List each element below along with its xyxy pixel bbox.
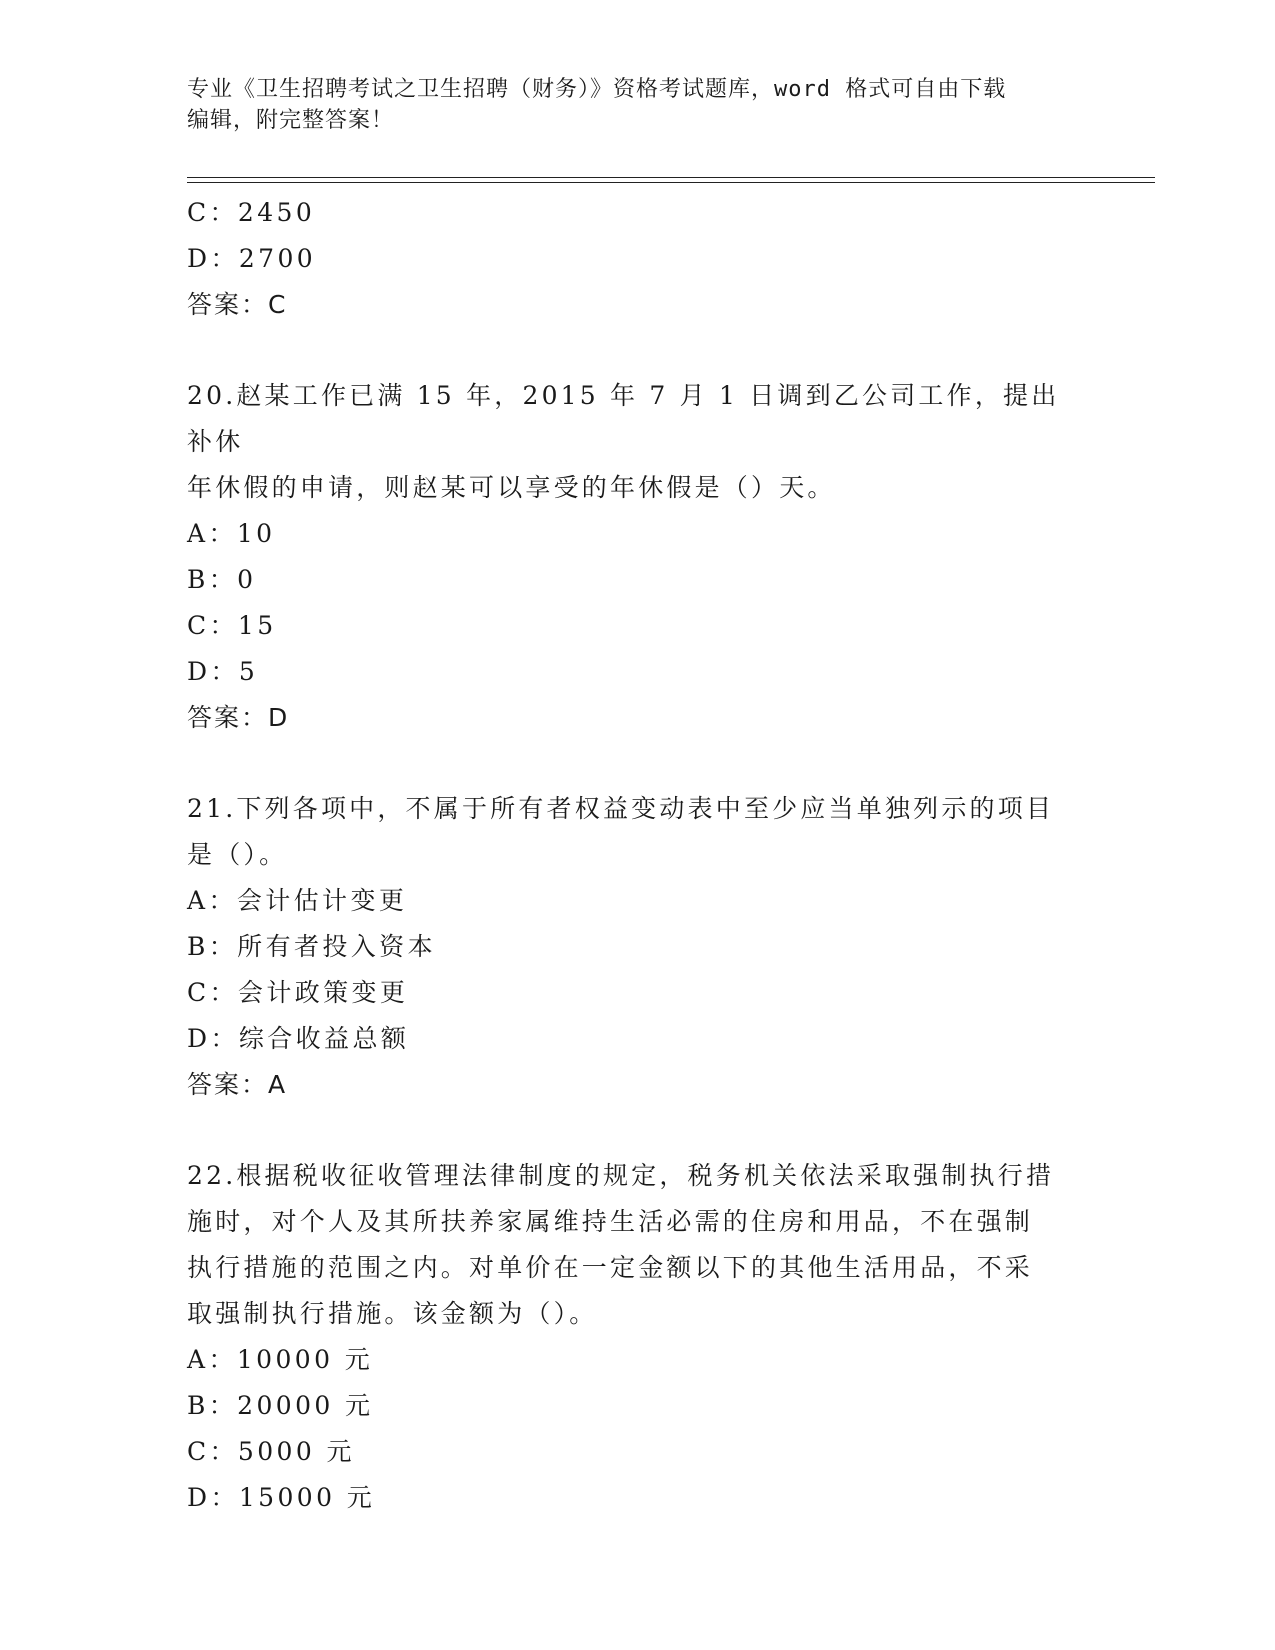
option-c: C：会计政策变更 [187, 978, 409, 1007]
option-c: C：15 [187, 611, 277, 640]
option-c: C：5000 元 [187, 1437, 355, 1466]
answer: 答案：D [187, 703, 290, 732]
option-d: D：15000 元 [187, 1483, 376, 1512]
option-d: D：综合收益总额 [187, 1024, 410, 1053]
question-text-line: 是（）。 [187, 840, 288, 869]
document-header [187, 74, 1067, 136]
question-text-line: 取强制执行措施。该金额为（）。 [187, 1299, 598, 1328]
question-spacer [187, 1108, 1087, 1153]
option-d: D：2700 [187, 244, 317, 273]
question-list [187, 190, 1087, 1521]
question-21 [187, 786, 1087, 1108]
header-divider-top [187, 177, 1155, 178]
question-text-line: 年休假的申请，则赵某可以享受的年休假是（）天。 [187, 473, 836, 502]
question-text-line: 执行措施的范围之内。对单价在一定金额以下的其他生活用品，不采 [187, 1253, 1034, 1282]
option-d: D：5 [187, 657, 259, 686]
question-text-line: 20.赵某工作已满 15 年，2015 年 7 月 1 日调到乙公司工作，提出补休 [187, 381, 1060, 456]
question-spacer [187, 741, 1087, 786]
option-a: A：10 [187, 519, 276, 548]
header-divider-bottom [187, 182, 1155, 183]
option-a: A：10000 元 [187, 1345, 374, 1374]
question-text-line: 施时，对个人及其所扶养家属维持生活必需的住房和用品，不在强制 [187, 1207, 1034, 1236]
question-spacer [187, 328, 1087, 373]
option-b: B：所有者投入资本 [187, 932, 436, 961]
answer: 答案：A [187, 1070, 288, 1099]
question-19 [187, 190, 1087, 328]
option-b: B：20000 元 [187, 1391, 374, 1420]
option-a: A：会计估计变更 [187, 886, 408, 915]
header-line-2: 编辑，附完整答案！ [187, 108, 395, 133]
question-20 [187, 373, 1087, 741]
answer: 答案：C [187, 290, 288, 319]
option-c: C：2450 [187, 198, 316, 227]
header-line-1: 专业《卫生招聘考试之卫生招聘（财务）》资格考试题库，word 格式可自由下载 [187, 77, 1007, 102]
option-b: B：0 [187, 565, 257, 594]
question-text-line: 21.下列各项中，不属于所有者权益变动表中至少应当单独列示的项目 [187, 794, 1055, 823]
question-text-line: 22.根据税收征收管理法律制度的规定，税务机关依法采取强制执行措 [187, 1161, 1055, 1190]
question-22 [187, 1153, 1087, 1521]
